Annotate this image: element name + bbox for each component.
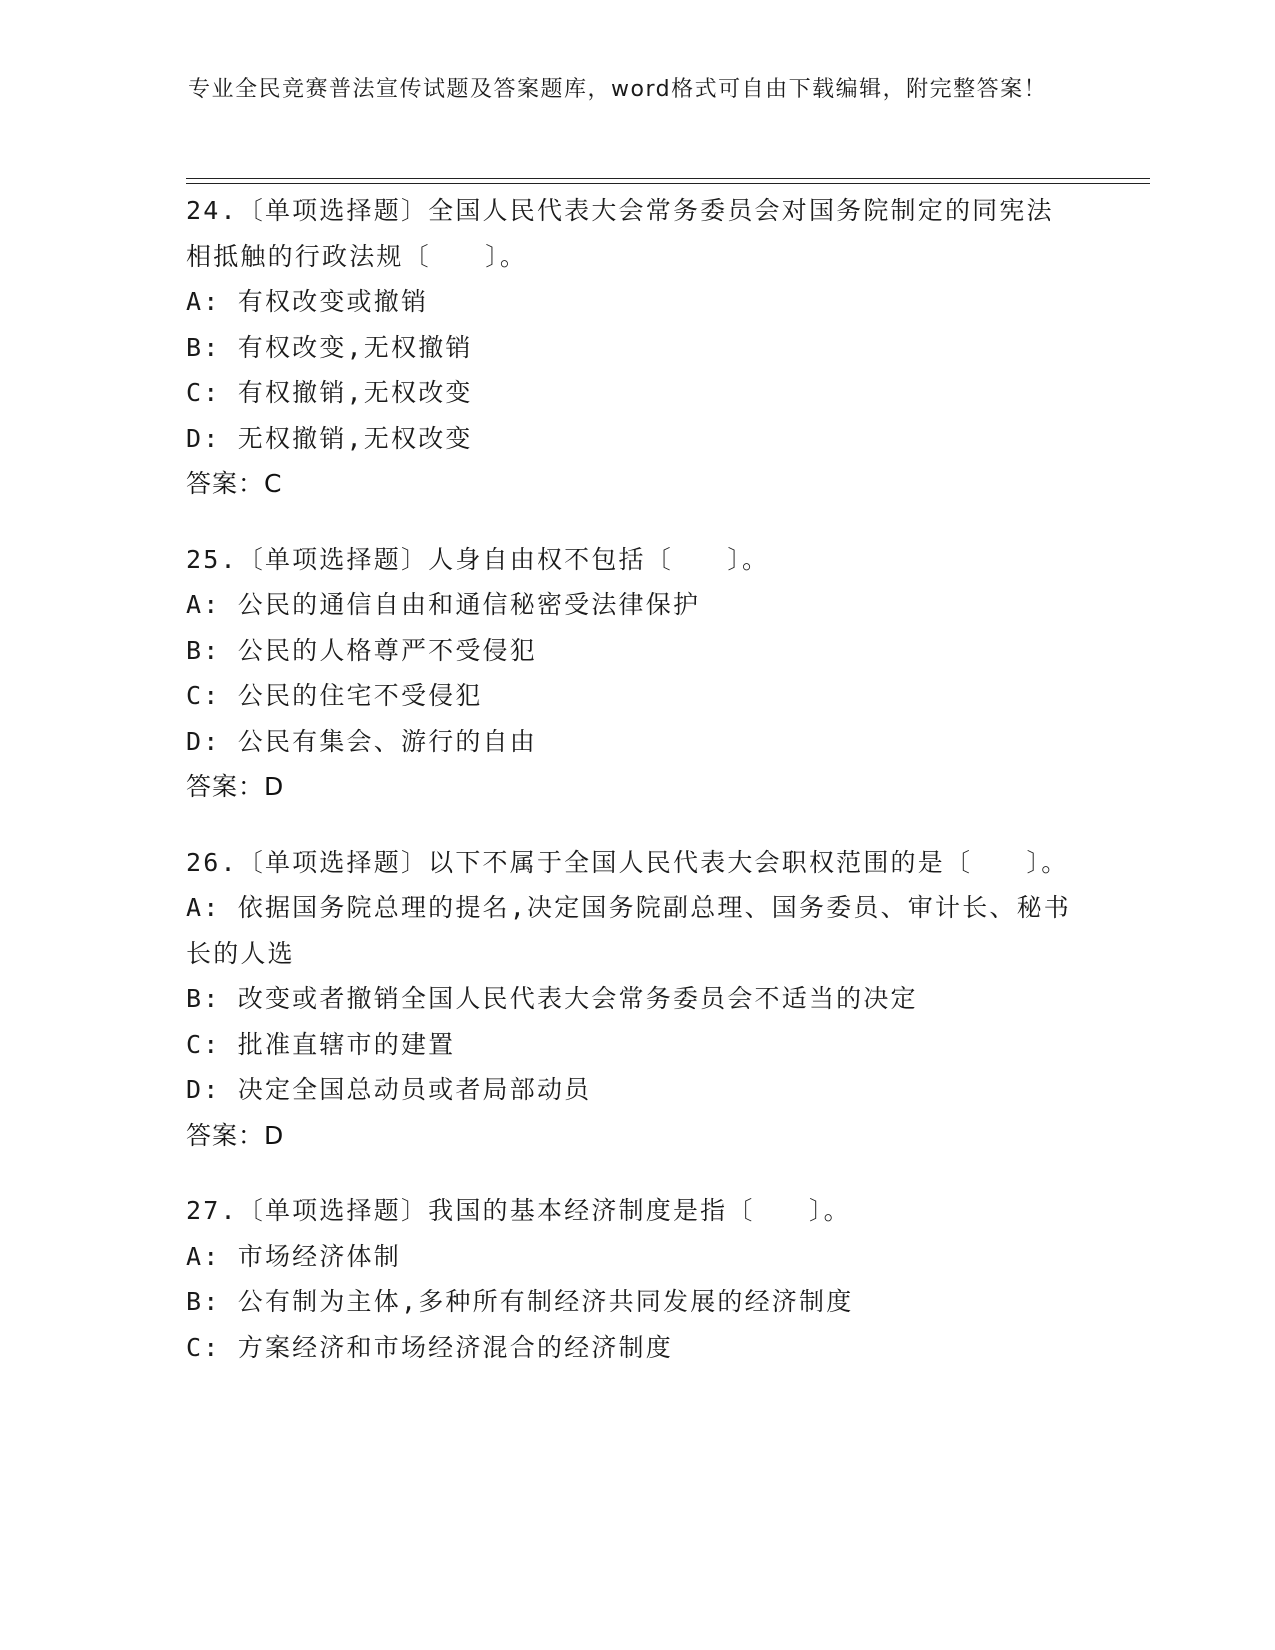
answer-line: 答案：D [186,1120,285,1150]
answer-line: 答案：C [186,469,283,498]
header-rule-bottom [186,183,1150,184]
question-27 [186,1188,1086,1370]
option-d: D: 决定全国总动员或者局部动员 [186,1075,592,1104]
option-c: C: 方案经济和市场经济混合的经济制度 [186,1332,673,1362]
question-24 [186,188,1086,507]
option-a: A: 公民的通信自由和通信秘密受法律保护 [186,590,701,619]
option-a: A: 有权改变或撤销 [186,287,429,316]
question-stem: 27.〔单项选择题〕我国的基本经济制度是指〔 〕。 [186,1196,851,1225]
page-header: 专业全民竞赛普法宣传试题及答案题库，word格式可自由下载编辑，附完整答案！ [188,77,1048,102]
answer-line: 答案：D [186,772,285,801]
option-b: B: 公民的人格尊严不受侵犯 [186,635,537,665]
question-25 [186,537,1086,810]
option-c: C: 公民的住宅不受侵犯 [186,681,483,710]
question-list [186,188,1086,1400]
option-d: D: 无权撤销,无权改变 [186,423,473,453]
header-rule-top [186,178,1150,179]
option-a: A: 依据国务院总理的提名,决定国务院副总理、国务委员、审计长、秘书长的人选 [186,893,1072,968]
option-d: D: 公民有集会、游行的自由 [186,726,537,756]
question-stem: 26.〔单项选择题〕以下不属于全国人民代表大会职权范围的是〔 〕。 [186,847,1069,877]
option-b: B: 有权改变,无权撤销 [186,332,473,362]
option-b: B: 公有制为主体,多种所有制经济共同发展的经济制度 [186,1287,854,1316]
question-stem: 25.〔单项选择题〕人身自由权不包括〔 〕。 [186,544,770,574]
option-a: A: 市场经济体制 [186,1241,401,1271]
option-b: B: 改变或者撤销全国人民代表大会常务委员会不适当的决定 [186,984,918,1013]
question-stem: 24.〔单项选择题〕全国人民代表大会常务委员会对国务院制定的同宪法相抵触的行政法规〔 〕。 [186,196,1054,271]
option-c: C: 有权撤销,无权改变 [186,378,473,407]
question-26 [186,840,1086,1159]
option-c: C: 批准直辖市的建置 [186,1029,456,1059]
